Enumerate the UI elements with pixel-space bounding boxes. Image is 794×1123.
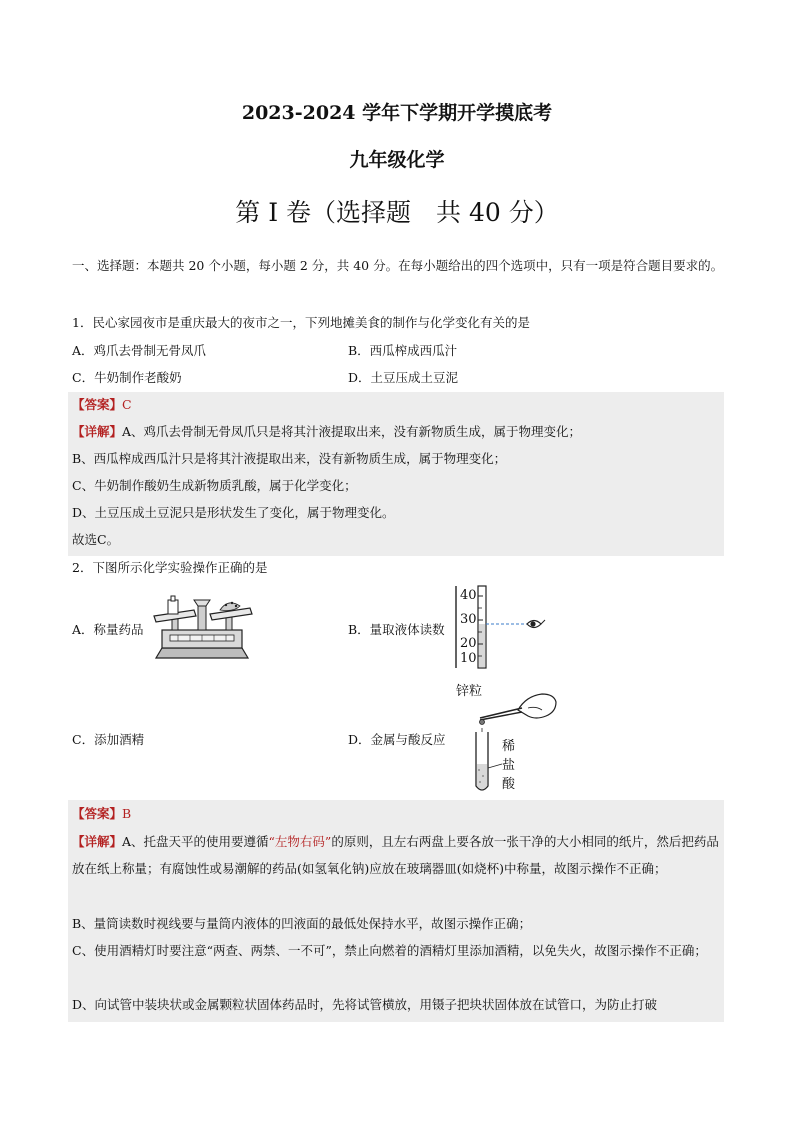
exam-title: 2023-2024 学年下学期开学摸底考 [241,102,553,124]
q1-explanation-d: D、土豆压成土豆泥只是形状发生了变化，属于物理变化。 [72,505,395,520]
exam-subject: 九年级化学 [349,149,445,171]
q2-answer-label: 【答案】 [72,806,123,821]
balance-scale-figure [148,586,256,666]
q2-explanation-b: B、量筒读数时视线要与量筒内液体的凹液面的最低处保持水平，故图示操作正确； [72,916,532,931]
q1-explanation-a: 【详解】A、鸡爪去骨制无骨凤爪只是将其汁液提取出来，没有新物质生成，属于物理变化； [72,424,582,439]
label-zinc: 锌粒 [456,684,483,699]
q2-explain-label: 【详解】 [72,834,123,849]
q2-option-b: B．量取液体读数 [348,622,445,637]
q1-answer-value: C [122,397,132,412]
q1-option-c: C．牛奶制作老酸奶 [72,370,182,385]
q1-answer [72,394,132,416]
test-tube-figure [470,688,560,796]
q2-answer [72,803,131,825]
q1-explain-label: 【详解】 [72,424,123,439]
q1-option-d: D．土豆压成土豆泥 [348,370,459,385]
q1-option-a: A．鸡爪去骨制无骨凤爪 [72,343,207,358]
q2-answer-value: B [122,806,132,821]
q1-stem: 1．民心家园夜市是重庆最大的夜市之一，下列地摊美食的制作与化学变化有关的是 [72,315,530,330]
q2-explanation-d: D、向试管中装块状或金属颗粒状固体药品时，先将试管横放，用镊子把块状固体放在试管口，为防止打破 [72,997,658,1012]
label-acid-2: 盐 [502,758,516,773]
section-title: 第 I 卷（选择题 共 40 分） [235,198,559,227]
cylinder-tick-20: 20 [460,636,477,651]
graduated-cylinder-figure [455,584,550,670]
q2-explanation-c: C、使用酒精灯时要注意“两查、两禁、一不可”，禁止向燃着的酒精灯里添加酒精，以免失火，故图示操作不正确； [72,943,707,958]
q1-answer-label: 【答案】 [72,397,123,412]
cylinder-tick-30: 30 [460,612,477,627]
q2-option-d: D．金属与酸反应 [348,732,446,747]
instructions: 一、选择题：本题共 20 个小题，每小题 2 分，共 40 分。在每小题给出的四个选项中，只有一项是符合题目要求的。 [72,258,724,273]
q1-explanation-c: C、牛奶制作酸奶生成新物质乳酸，属于化学变化； [72,478,357,493]
q2-option-c: C．添加酒精 [72,732,145,747]
cylinder-tick-10: 10 [460,651,477,666]
q1-conclusion: 故选C。 [72,532,120,547]
q1-explanation-b: B、西瓜榨成西瓜汁只是将其汁液提取出来，没有新物质生成，属于物理变化； [72,451,507,466]
label-acid-3: 酸 [502,777,516,792]
q1-option-b: B．西瓜榨成西瓜汁 [348,343,458,358]
q2-explanation-a: 【详解】A、托盘天平的使用要遵循“左物右码”的原则，且左右两盘上要各放一张干净的大小相同的纸片，然后把药品放在纸上称量；有腐蚀性或易潮解的药品(如氢氧化钠)应放在玻璃器皿(如烧杯)中称量，故图示操作不正确； [72,834,719,876]
label-acid-1: 稀 [502,739,516,754]
q2-stem: 2．下图所示化学实验操作正确的是 [72,560,268,575]
q2-option-a: A．称量药品 [72,622,144,637]
q1-answer-panel [68,392,724,556]
cylinder-tick-40: 40 [460,588,477,603]
